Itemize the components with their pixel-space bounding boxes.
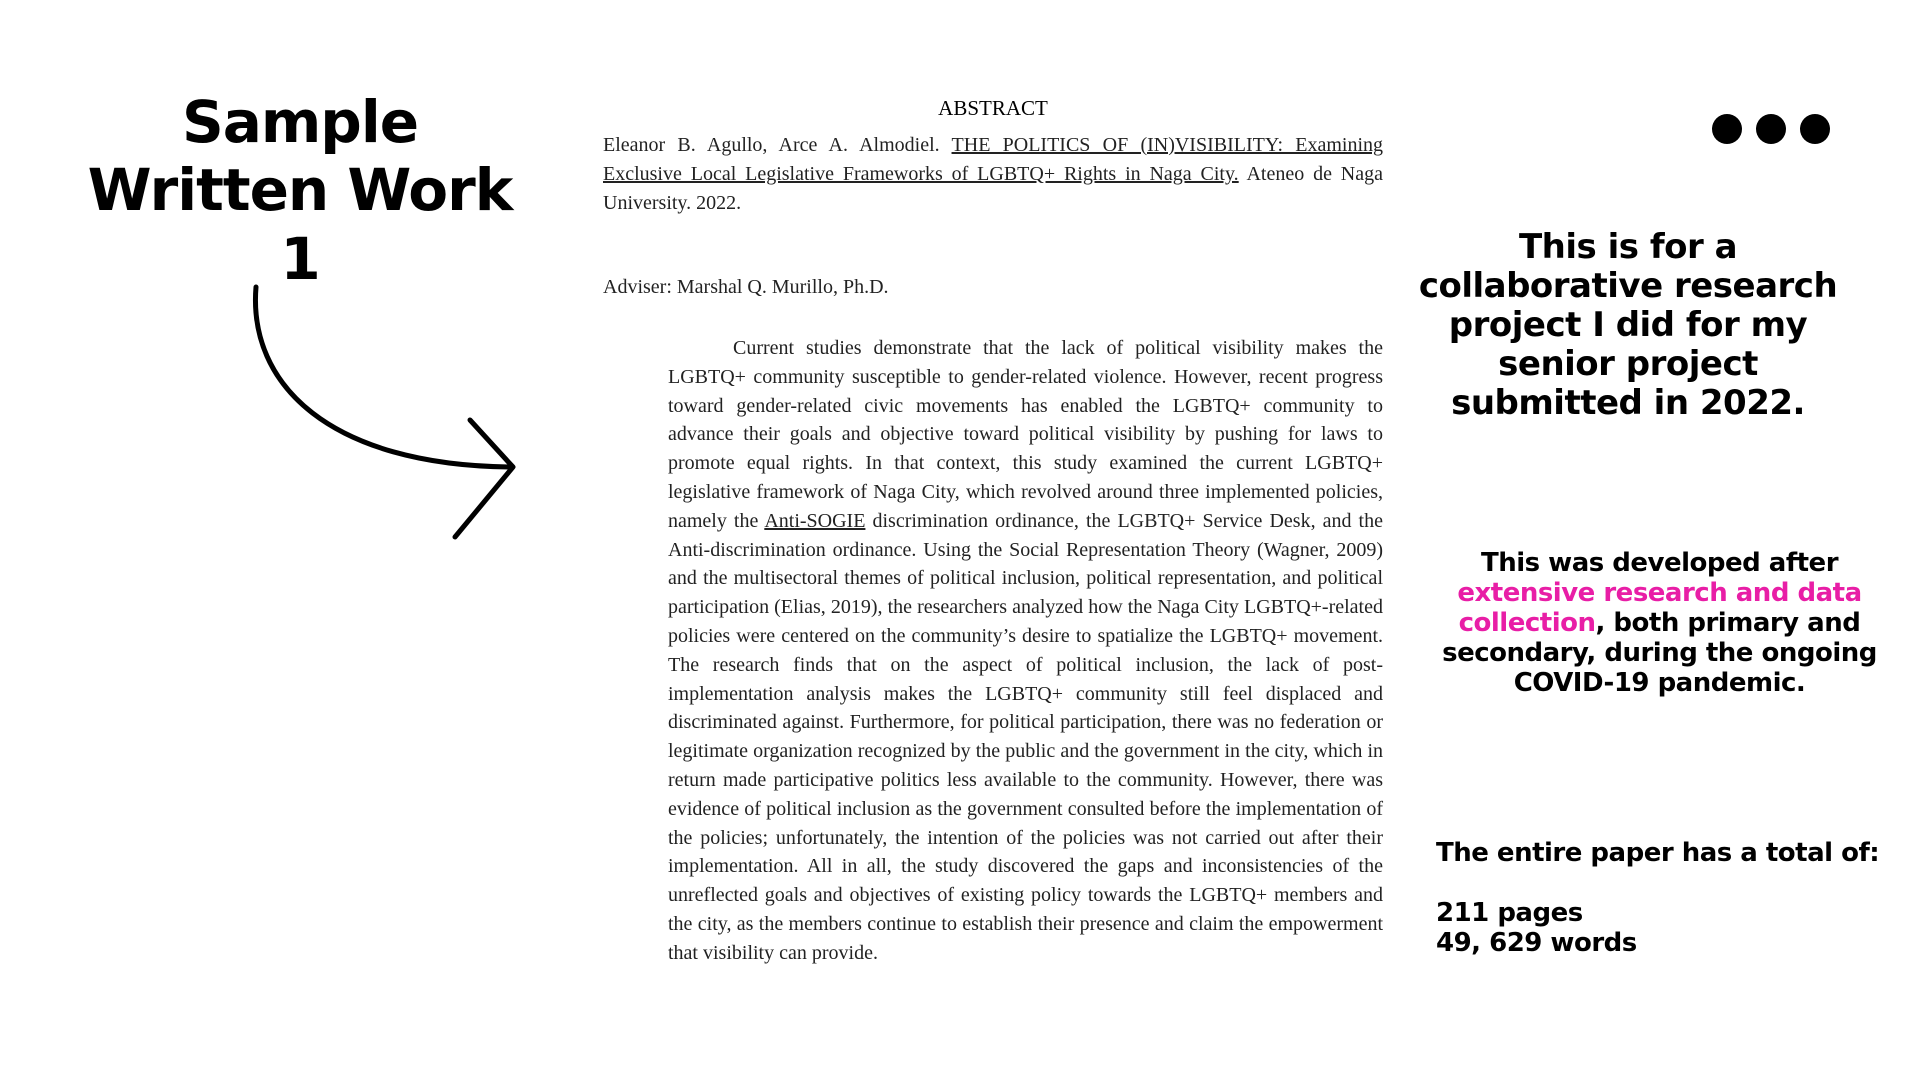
dot: [1800, 114, 1830, 144]
citation: [603, 131, 1383, 218]
abstract-heading: ABSTRACT: [938, 96, 1048, 120]
totals-pages: 211 pages: [1436, 898, 1583, 928]
more-dots-icon: [1712, 114, 1830, 144]
development-note: [1432, 548, 1887, 698]
dot: [1756, 114, 1786, 144]
arrow-right-icon: [230, 275, 530, 555]
development-note-highlight: extensive research and data collection: [1457, 578, 1862, 638]
totals-note: [1436, 838, 1896, 958]
dot: [1712, 114, 1742, 144]
abstract-part-2: discrimination ordinance, the LGBTQ+ Service Desk, and the Anti-discrimination ordinance. Using the Social Representation Theory (Wagner, 2009) and the multisectoral themes of political inclusion, political representation, and political participation (Elias, 2019), the researchers analyzed how the Naga City LGBTQ+-related policies were centered on the community’s desire to spatialize the LGBTQ+ movement. The research finds that on the aspect of political inclusion, the lack of post-implementation analysis makes the LGBTQ+ community still feel displaced and discriminated against. Furthermore, for political participation, there was no federation or legitimate organization recognized by the public and the government in the city, which in return made participative politics less available to the community. However, there was evidence of political inclusion as the government consulted before the implementation of the policies; unfortunately, the intention of the policies was not carried out after their implementation. All in all, the study discovered the gaps and inconsistencies of the unreflected goals and objectives of existing policy towards the LGBTQ+ members and the city, as the members continue to establish their presence and claim the empowerment that visibility can provide.: [668, 509, 1383, 964]
abstract-body: [668, 334, 1383, 968]
adviser: Adviser: Marshal Q. Murillo, Ph.D.: [603, 276, 889, 298]
abstract-part-1: Current studies demonstrate that the lack of political visibility makes the LGBTQ+ community susceptible to gender-related violence. However, recent progress toward gender-related civic movements has enabled the LGBTQ+ community to advance their goals and objective toward political visibility by pushing for laws to promote equal rights. In that context, this study examined the current LGBTQ+ legislative framework of Naga City, which revolved around three implemented policies, namely the: [668, 337, 1383, 532]
citation-title: THE POLITICS OF (IN)VISIBILITY: Examining Exclusive Local Legislative Frameworks of LGBTQ+ Rights in Naga City.: [603, 134, 1383, 185]
collaborative-note: This is for a collaborative research project I did for my senior project submitted in 2022.: [1418, 227, 1838, 423]
totals-intro: The entire paper has a total of:: [1436, 838, 1880, 868]
abstract-term: Anti-SOGIE: [764, 509, 866, 532]
development-note-before: This was developed after: [1480, 548, 1839, 578]
document-excerpt: [603, 96, 1383, 968]
slide-title: Sample Written Work 1: [87, 88, 513, 293]
totals-stats: [1436, 898, 1896, 958]
totals-words: 49, 629 words: [1436, 928, 1637, 958]
citation-authors: Eleanor B. Agullo, Arce A. Almodiel.: [603, 134, 940, 156]
citation-publisher: Ateneo de Naga University. 2022.: [603, 163, 1383, 214]
development-note-after: , both primary and secondary, during the ongoing COVID-19 pandemic.: [1442, 608, 1877, 698]
